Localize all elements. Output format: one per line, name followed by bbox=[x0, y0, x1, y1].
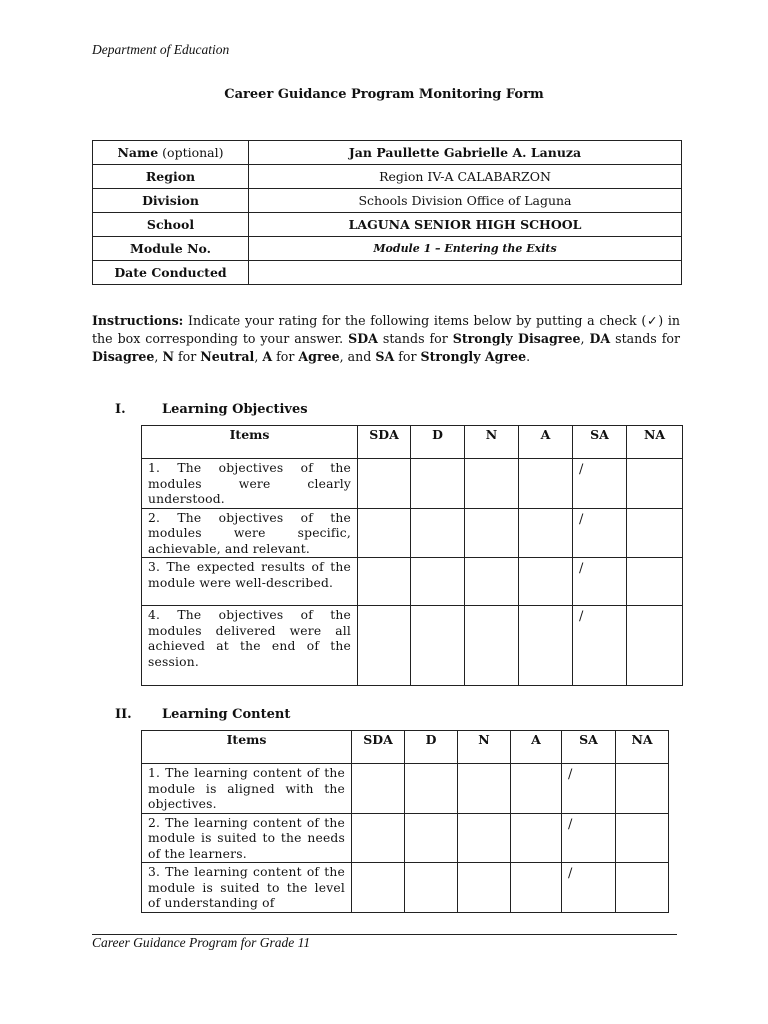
instructions-text: . bbox=[526, 349, 531, 364]
da-full: Disagree bbox=[92, 349, 155, 364]
department-header: Department of Education bbox=[92, 42, 230, 57]
name-label bbox=[93, 141, 249, 165]
rating-cell-a[interactable] bbox=[519, 558, 573, 606]
rating-cell-na[interactable] bbox=[616, 764, 669, 814]
col-items: Items bbox=[142, 731, 352, 764]
info-table bbox=[92, 140, 682, 285]
instructions-lead: Instructions: bbox=[92, 313, 184, 328]
info-row-date bbox=[93, 261, 682, 285]
date-label: Date Conducted bbox=[93, 261, 249, 285]
item-text: 2. The objectives of the modules were specific, achievable, and relevant. bbox=[142, 508, 358, 558]
section-1-title: Learning Objectives bbox=[162, 402, 308, 417]
sa-full: Strongly Agree bbox=[420, 349, 527, 364]
rating-cell-a[interactable] bbox=[511, 764, 562, 814]
rating-cell-na[interactable] bbox=[627, 459, 683, 509]
rating-cell-d[interactable] bbox=[411, 606, 465, 686]
instructions-text: , bbox=[254, 349, 263, 364]
rating-cell-d[interactable] bbox=[411, 508, 465, 558]
date-value bbox=[249, 261, 682, 285]
rating-cell-sda[interactable] bbox=[352, 863, 405, 913]
da-abbr: DA bbox=[589, 331, 611, 346]
info-row-division bbox=[93, 189, 682, 213]
rating-cell-n[interactable] bbox=[458, 863, 511, 913]
instructions-text: , bbox=[154, 349, 163, 364]
rating-cell-sda[interactable] bbox=[358, 606, 411, 686]
rating-cell-sda[interactable] bbox=[358, 459, 411, 509]
col-d: D bbox=[411, 426, 465, 459]
col-sda: SDA bbox=[352, 731, 405, 764]
rating-cell-n[interactable] bbox=[465, 459, 519, 509]
rating-cell-n[interactable] bbox=[458, 764, 511, 814]
instructions-text: for bbox=[272, 349, 299, 364]
rating-cell-d[interactable] bbox=[405, 764, 458, 814]
rating-cell-sda[interactable] bbox=[358, 508, 411, 558]
rating-cell-sa[interactable]: / bbox=[562, 764, 616, 814]
rating-cell-a[interactable] bbox=[519, 508, 573, 558]
col-na: NA bbox=[627, 426, 683, 459]
item-text: 2. The learning content of the module is suited to the needs of the learners. bbox=[142, 813, 352, 863]
rating-cell-sa[interactable]: / bbox=[573, 558, 627, 606]
col-sda: SDA bbox=[358, 426, 411, 459]
col-d: D bbox=[405, 731, 458, 764]
learning-objectives-table bbox=[141, 425, 683, 686]
form-title: Career Guidance Program Monitoring Form bbox=[224, 87, 544, 102]
rating-cell-sa[interactable]: / bbox=[573, 508, 627, 558]
item-text: 1. The objectives of the modules were clearly understood. bbox=[142, 459, 358, 509]
rating-cell-sa[interactable]: / bbox=[562, 863, 616, 913]
item-text: 4. The objectives of the modules delivered were all achieved at the end of the session. bbox=[142, 606, 358, 686]
school-value: LAGUNA SENIOR HIGH SCHOOL bbox=[249, 213, 682, 237]
col-sa: SA bbox=[573, 426, 627, 459]
col-na: NA bbox=[616, 731, 669, 764]
instructions-text: stands for bbox=[610, 331, 680, 346]
table-row bbox=[142, 606, 683, 686]
table-row bbox=[142, 863, 669, 913]
rating-cell-a[interactable] bbox=[519, 606, 573, 686]
sda-abbr: SDA bbox=[348, 331, 378, 346]
n-abbr: N bbox=[162, 349, 174, 364]
rating-cell-n[interactable] bbox=[465, 558, 519, 606]
division-value: Schools Division Office of Laguna bbox=[249, 189, 682, 213]
col-sa: SA bbox=[562, 731, 616, 764]
rating-cell-d[interactable] bbox=[411, 558, 465, 606]
rating-cell-sda[interactable] bbox=[358, 558, 411, 606]
col-n: N bbox=[465, 426, 519, 459]
instructions-text: for bbox=[394, 349, 421, 364]
table-row bbox=[142, 813, 669, 863]
rating-cell-a[interactable] bbox=[511, 813, 562, 863]
rating-cell-na[interactable] bbox=[627, 606, 683, 686]
footer-text: Career Guidance Program for Grade 11 bbox=[92, 935, 311, 950]
section-1-number: I. bbox=[115, 402, 126, 417]
rating-cell-na[interactable] bbox=[616, 863, 669, 913]
col-items: Items bbox=[142, 426, 358, 459]
rating-cell-na[interactable] bbox=[627, 558, 683, 606]
school-label: School bbox=[93, 213, 249, 237]
item-text: 3. The learning content of the module is suited to the level of understanding of bbox=[142, 863, 352, 913]
rating-cell-a[interactable] bbox=[511, 863, 562, 913]
info-row-region bbox=[93, 165, 682, 189]
section-2-heading bbox=[115, 707, 290, 722]
rating-cell-n[interactable] bbox=[465, 606, 519, 686]
table-header-row bbox=[142, 731, 669, 764]
a-abbr: A bbox=[262, 349, 273, 364]
learning-content-table bbox=[141, 730, 669, 913]
rating-cell-sda[interactable] bbox=[352, 764, 405, 814]
rating-cell-d[interactable] bbox=[405, 813, 458, 863]
item-text: 1. The learning content of the module is aligned with the objectives. bbox=[142, 764, 352, 814]
section-2-title: Learning Content bbox=[162, 707, 291, 722]
table-row bbox=[142, 558, 683, 606]
instructions bbox=[92, 312, 680, 366]
info-row-school bbox=[93, 213, 682, 237]
table-row bbox=[142, 459, 683, 509]
name-optional-text: (optional) bbox=[158, 145, 224, 160]
name-value: Jan Paullette Gabrielle A. Lanuza bbox=[249, 141, 682, 165]
division-label: Division bbox=[93, 189, 249, 213]
table-row bbox=[142, 508, 683, 558]
rating-cell-sda[interactable] bbox=[352, 813, 405, 863]
rating-cell-d[interactable] bbox=[411, 459, 465, 509]
region-label: Region bbox=[93, 165, 249, 189]
rating-cell-sa[interactable]: / bbox=[562, 813, 616, 863]
region-value: Region IV-A CALABARZON bbox=[249, 165, 682, 189]
instructions-text: for bbox=[173, 349, 201, 364]
rating-cell-sa[interactable]: / bbox=[573, 459, 627, 509]
sa-abbr: SA bbox=[375, 349, 395, 364]
rating-cell-sa[interactable]: / bbox=[573, 606, 627, 686]
module-label: Module No. bbox=[93, 237, 249, 261]
info-row-module bbox=[93, 237, 682, 261]
n-full: Neutral bbox=[200, 349, 255, 364]
col-n: N bbox=[458, 731, 511, 764]
rating-cell-n[interactable] bbox=[458, 813, 511, 863]
col-a: A bbox=[519, 426, 573, 459]
instructions-text: stands for bbox=[377, 331, 453, 346]
instructions-text: , bbox=[580, 331, 590, 346]
rating-cell-na[interactable] bbox=[616, 813, 669, 863]
section-2-number: II. bbox=[115, 707, 132, 722]
instructions-text: , and bbox=[339, 349, 376, 364]
col-a: A bbox=[511, 731, 562, 764]
name-label-text: Name bbox=[117, 145, 159, 160]
rating-cell-na[interactable] bbox=[627, 508, 683, 558]
table-row bbox=[142, 764, 669, 814]
item-text: 3. The expected results of the module were well-described. bbox=[142, 558, 358, 606]
rating-cell-d[interactable] bbox=[405, 863, 458, 913]
instructions-text: Indicate your rating for the following items below by putting a check (✓) in the box corresponding to your answer. bbox=[92, 313, 680, 346]
table-header-row bbox=[142, 426, 683, 459]
rating-cell-a[interactable] bbox=[519, 459, 573, 509]
info-row-name bbox=[93, 141, 682, 165]
sda-full: Strongly Disagree bbox=[452, 331, 581, 346]
section-1-heading bbox=[115, 402, 308, 417]
rating-cell-n[interactable] bbox=[465, 508, 519, 558]
a-full: Agree bbox=[298, 349, 340, 364]
module-value: Module 1 – Entering the Exits bbox=[249, 237, 682, 261]
